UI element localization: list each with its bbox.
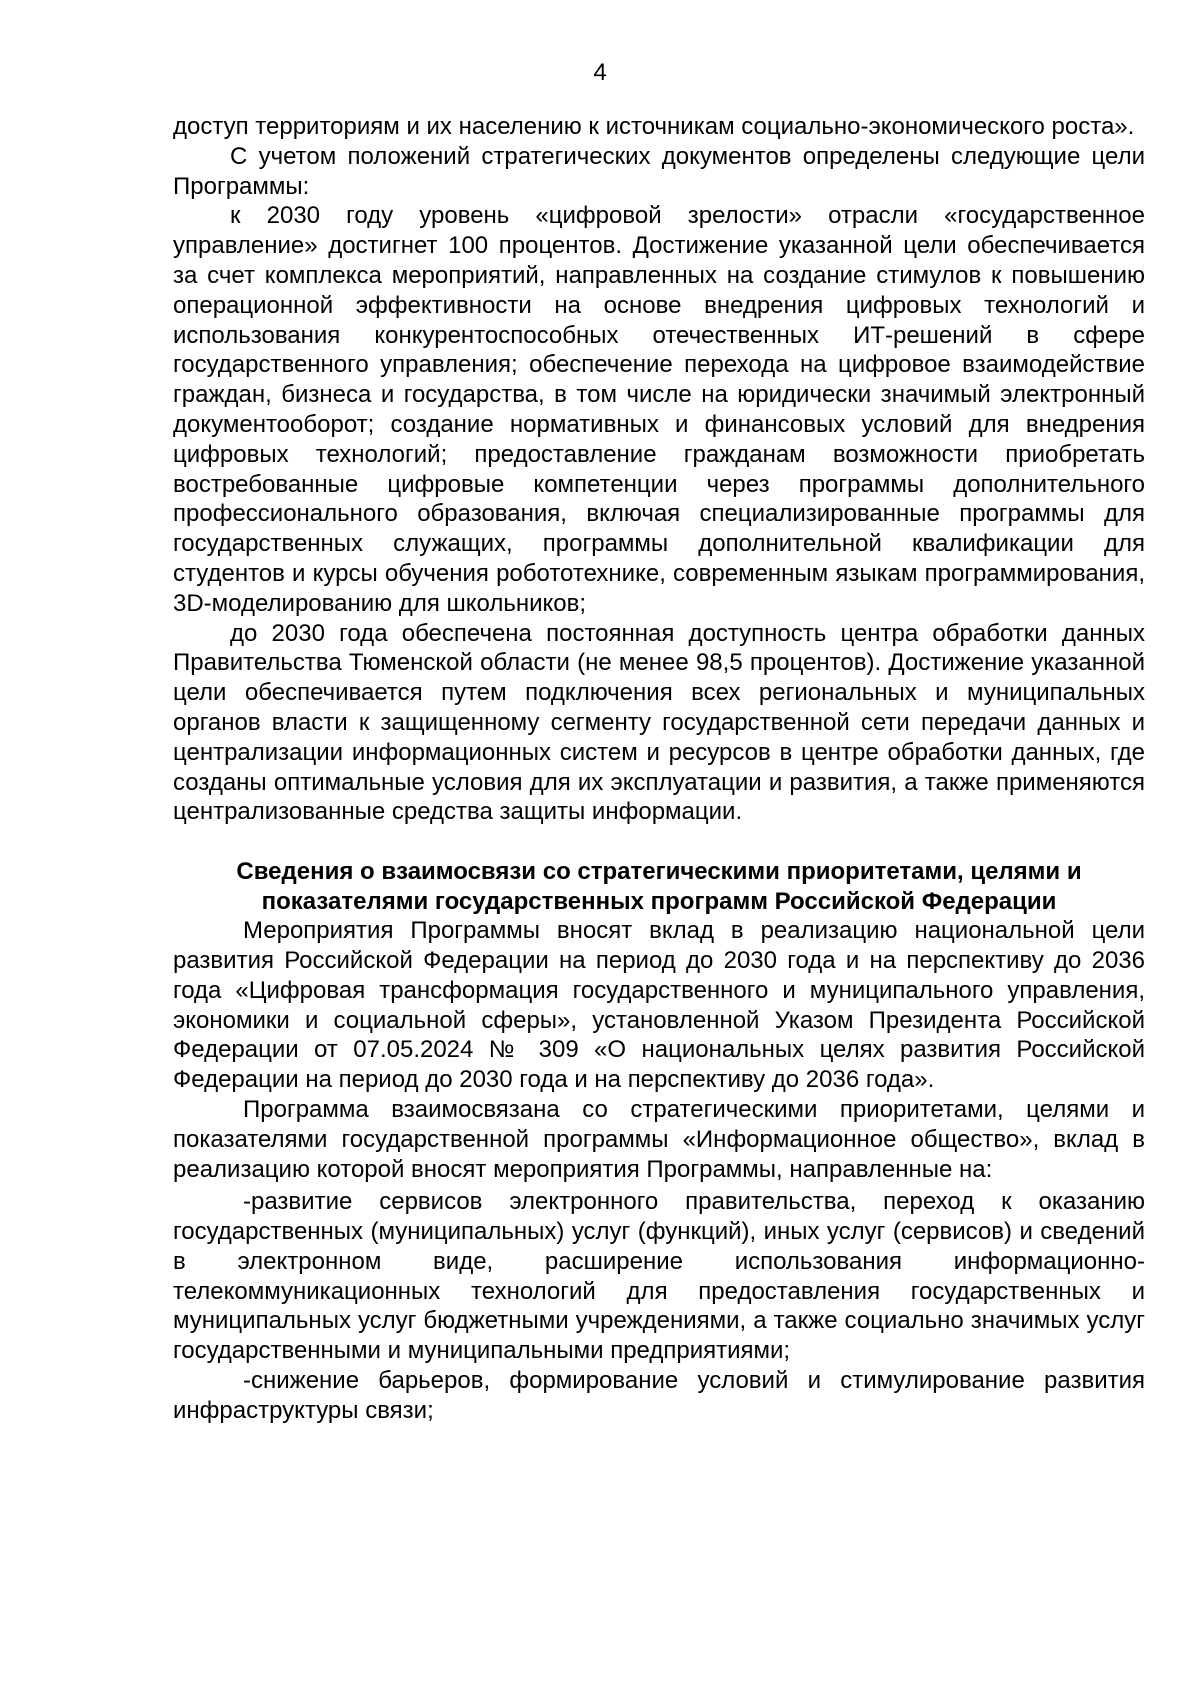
paragraph-goal-digital-maturity: к 2030 году уровень «цифровой зрелости» отрасли «государственное управление» достигнет 100 процентов. Достижение указанной цели обеспечивается за счет комплекса мероприятий, направленных на создание стимулов к повышению операционной эффективности на основе внедрения цифровых технологий и использования конкурентоспособных отечественных ИТ-решений в сфере государственного управления; обеспечение перехода на цифровое взаимодействие граждан, бизнеса и государства, в том числе на юридически значимый электронный документооборот; создание нормативных и финансовых условий для внедрения цифровых технологий; предоставление гражданам возможности приобретать востребованные цифровые компетенции через программы дополнительного профессионального образования, включая специализированные программы для государственных служащих, программы дополнительной квалификации для студентов и курсы обучения робототехнике, современным языкам программирования, 3D-моделированию для школьников;	[173, 202, 1145, 617]
paragraph-national-goals: Мероприятия Программы вносят вклад в реализацию национальной цели развития Российской Федерации на период до 2030 года и на перспективу до 2036 года «Цифровая трансформация государственного и муниципального управления, экономики и социальной сферы», установленной Указом Президента Российской Федерации от 07.05.2024 № 309 «О национальных целях развития Российской Федерации на период до 2030 года и на перспективу до 2036 года».	[173, 917, 1145, 1094]
list-item-communications-infrastructure: -снижение барьеров, формирование условий и стимулирование развития инфраструктуры связи;	[173, 1367, 1145, 1424]
paragraph-program-goals-intro: С учетом положений стратегических документов определены следующие цели Программы:	[173, 142, 1145, 200]
document-body	[173, 112, 1145, 1426]
paragraph-state-program-link: Программа взаимосвязана со стратегическими приоритетами, целями и показателями государственной программы «Информационное общество», вклад в реализацию которой вносят мероприятия Программы, направленные на:	[173, 1095, 1145, 1183]
list-item-e-government: -развитие сервисов электронного правительства, переход к оказанию государственных (муниципальных) услуг (функций), иных услуг (сервисов) и сведений в электронном виде, расширение использования информационно-телекоммуникационных технологий для предоставления государственных и муниципальных услуг бюджетными учреждениями, а также социально значимых услуг государственными и муниципальными предприятиями;	[173, 1188, 1145, 1365]
paragraph-goal-data-center: до 2030 года обеспечена постоянная доступность центра обработки данных Правительства Тюменской области (не менее 98,5 процентов). Достижение указанной цели обеспечивается путем подключения всех региональных и муниципальных органов власти к защищенному сегменту государственной сети передачи данных и централизации информационных систем и ресурсов в центре обработки данных, где созданы оптимальные условия для их эксплуатации и развития, а также применяются централизованные средства защиты информации.	[173, 619, 1145, 826]
section-heading: Сведения о взаимосвязи со стратегическими приоритетами, целями и показателями государственных программ Российской Федерации	[236, 858, 1082, 915]
page-number: 4	[593, 59, 607, 86]
paragraph-continuation: доступ территориям и их населению к источникам социально-экономического роста».	[173, 113, 1135, 140]
